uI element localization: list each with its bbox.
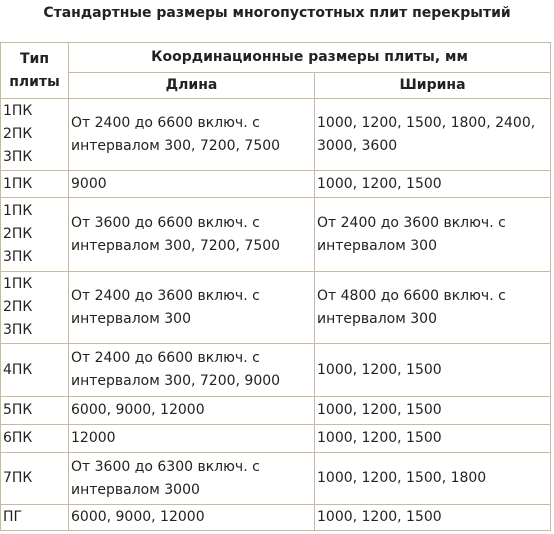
cell-type: 5ПК bbox=[1, 397, 69, 425]
table-row bbox=[1, 99, 551, 171]
cell-type: 1ПК bbox=[1, 171, 69, 198]
cell-width: 1000, 1200, 1500 bbox=[315, 171, 551, 198]
header-length: Длина bbox=[69, 73, 315, 99]
cell-length: 6000, 9000, 12000 bbox=[69, 397, 315, 425]
cell-width: 1000, 1200, 1500, 1800, 2400, 3000, 3600 bbox=[315, 99, 551, 171]
cell-type: 7ПК bbox=[1, 453, 69, 505]
cell-width: От 2400 до 3600 включ. с интервалом 300 bbox=[315, 198, 551, 272]
cell-type: 4ПК bbox=[1, 344, 69, 397]
cell-width: От 4800 до 6600 включ. с интервалом 300 bbox=[315, 272, 551, 344]
cell-type: 1ПК 2ПК 3ПК bbox=[1, 198, 69, 272]
cell-length: От 3600 до 6600 включ. с интервалом 300, 7200, 7500 bbox=[69, 198, 315, 272]
cell-length: 9000 bbox=[69, 171, 315, 198]
slab-sizes-table bbox=[0, 42, 551, 531]
cell-length: От 2400 до 6600 включ. с интервалом 300, 7200, 7500 bbox=[69, 99, 315, 171]
cell-length: От 2400 до 6600 включ. с интервалом 300, 7200, 9000 bbox=[69, 344, 315, 397]
table-row bbox=[1, 453, 551, 505]
cell-length: 12000 bbox=[69, 425, 315, 453]
cell-length: 6000, 9000, 12000 bbox=[69, 505, 315, 531]
table-row bbox=[1, 198, 551, 272]
cell-type: 6ПК bbox=[1, 425, 69, 453]
table-row bbox=[1, 344, 551, 397]
header-width: Ширина bbox=[315, 73, 551, 99]
table-row bbox=[1, 425, 551, 453]
header-slab-type: Тип плиты bbox=[1, 43, 69, 99]
cell-type: ПГ bbox=[1, 505, 69, 531]
cell-type: 1ПК 2ПК 3ПК bbox=[1, 272, 69, 344]
cell-width: 1000, 1200, 1500 bbox=[315, 505, 551, 531]
cell-width: 1000, 1200, 1500, 1800 bbox=[315, 453, 551, 505]
table-row bbox=[1, 397, 551, 425]
cell-type: 1ПК 2ПК 3ПК bbox=[1, 99, 69, 171]
cell-width: 1000, 1200, 1500 bbox=[315, 344, 551, 397]
table-row bbox=[1, 171, 551, 198]
cell-width: 1000, 1200, 1500 bbox=[315, 425, 551, 453]
table-row bbox=[1, 272, 551, 344]
cell-width: 1000, 1200, 1500 bbox=[315, 397, 551, 425]
cell-length: От 3600 до 6300 включ. с интервалом 3000 bbox=[69, 453, 315, 505]
table-row bbox=[1, 505, 551, 531]
page-title: Стандартные размеры многопустотных плит перекрытий bbox=[43, 5, 511, 21]
cell-length: От 2400 до 3600 включ. с интервалом 300 bbox=[69, 272, 315, 344]
header-coordination-sizes: Координационные размеры плиты, мм bbox=[69, 43, 551, 73]
